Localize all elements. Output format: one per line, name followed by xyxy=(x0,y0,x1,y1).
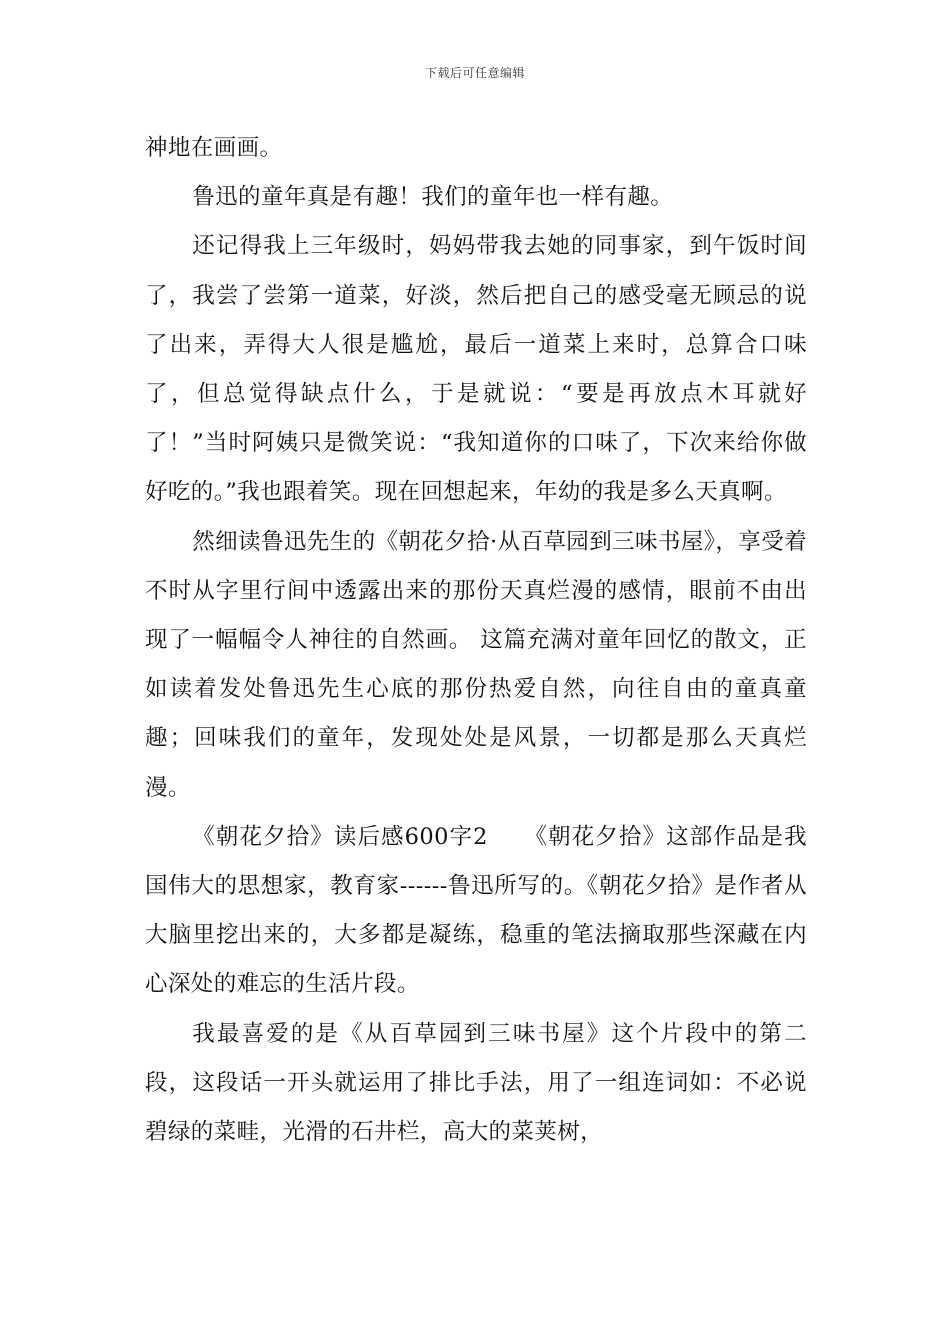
paragraph-1: 神地在画画。 xyxy=(145,135,283,161)
paragraph-3: 还记得我上三年级时，妈妈带我去她的同事家，到午饭时间了，我尝了尝第一道菜，好淡，然后把自己的感受毫无顾忌的说了出来，弄得大人很是尴尬，最后一道菜上来时，总算合口味了，但总觉得缺点什么，于是就说：“要是再放点木耳就好了！”当时阿姨只是微笑说：“我知道你的口味了，下次来给你做好吃的。”我也跟着笑。现在回想起来，年幼的我是多么天真啊。 xyxy=(145,233,807,506)
paragraph-6: 我最喜爱的是《从百草园到三味书屋》这个片段中的第二段，这段话一开头就运用了排比手法，用了一组连词如：不必说碧绿的菜畦，光滑的石井栏，高大的菜荚树， xyxy=(145,1020,807,1146)
paragraph-2: 鲁迅的童年真是有趣！我们的童年也一样有趣。 xyxy=(192,184,674,211)
page-header-note: 下载后可任意编辑 xyxy=(424,66,525,80)
paragraph-4: 然细读鲁迅先生的《朝花夕拾·从百草园到三味书屋》，享受着不时从字里行间中透露出来的那份天真烂漫的感情，眼前不由出现了一幅幅令人神往的自然画。 这篇充满对童年回忆的散文，正如读着发处鲁迅先生心底的那份热爱自然，向往自由的童真童趣；回味我们的童年，发现处处是风景，一切都是那么天真烂漫。 xyxy=(145,528,807,801)
document-body xyxy=(145,124,807,1157)
paragraph-5: 《朝花夕拾》读后感600字2 《朝花夕拾》这部作品是我国伟大的思想家，教育家------鲁迅所写的。《朝花夕拾》是作者从大脑里挖出来的，大多都是凝练，稳重的笔法摘取那些深藏在内心深处的难忘的生活片段。 xyxy=(145,823,807,998)
